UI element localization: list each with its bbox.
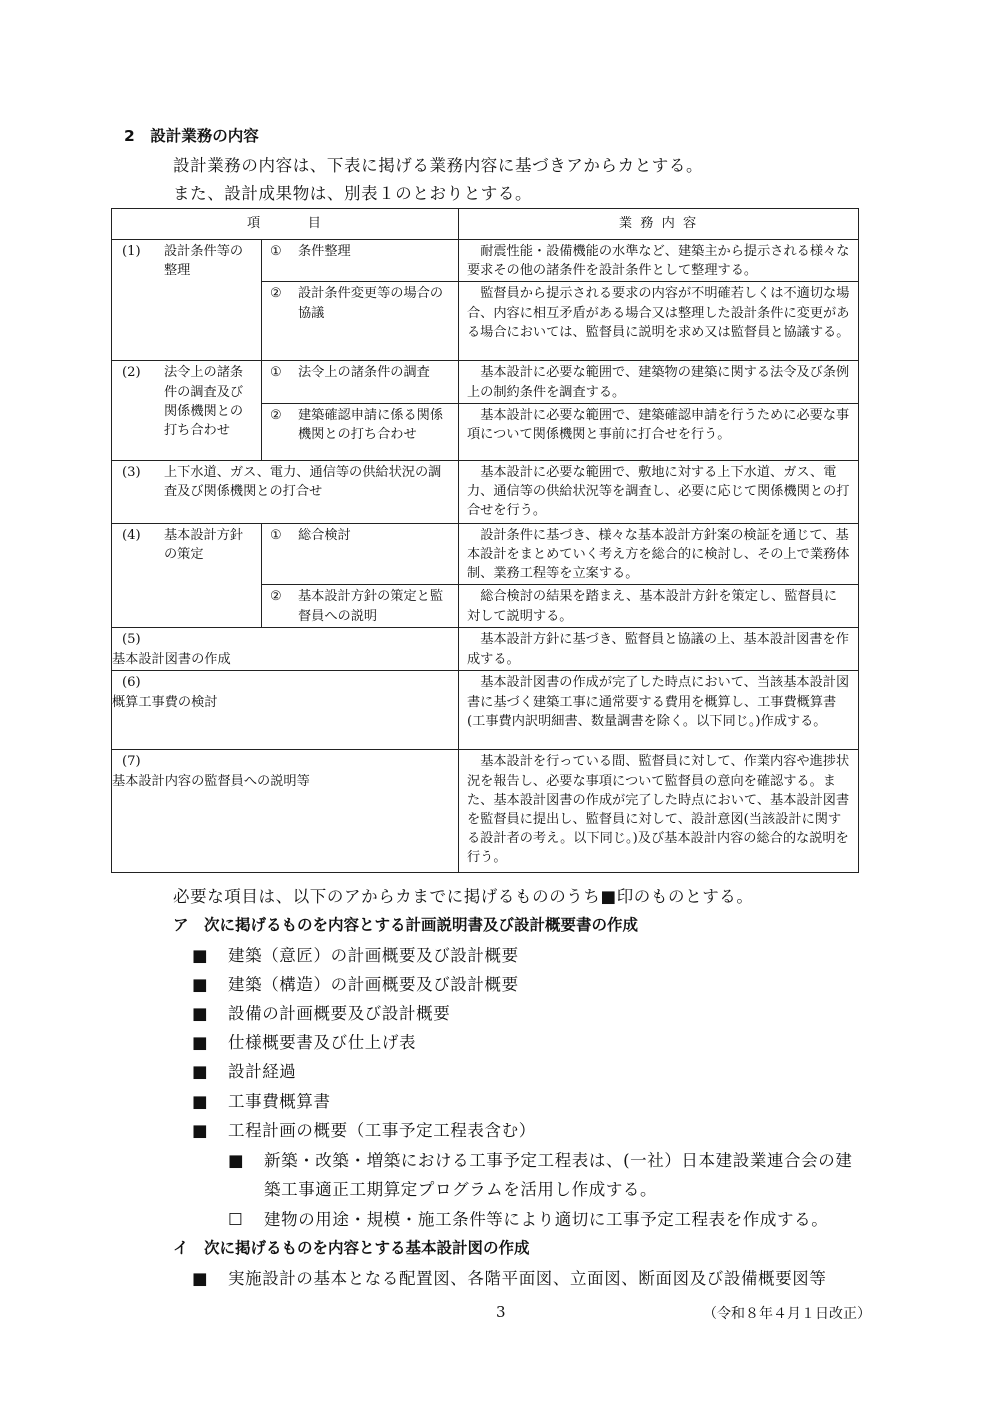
row-description: 基本設計を行っている間、監督員に対して、作業内容や進捗状況を報告し、必要な事項について監督員の意向を確認する。また、基本設計図書の作成が完了した時点において、基本設計図書を監督員に提出し、監督員に対して、設計意図(当該設計に関する設計者の考え。以下同じ。)及び基本設計内容の総合的な説明を行う。 xyxy=(467,754,850,866)
sub-number: ① xyxy=(270,244,282,259)
row-label: 法令上の諸条件の調査及び関係機関との打ち合わせ xyxy=(164,365,244,439)
sub-number: ② xyxy=(270,286,282,302)
row-description: 基本設計に必要な範囲で、敷地に対する上下水道、ガス、電力、通信等の供給状況等を調査し、必要に応じて関係機関との打合せを行う。 xyxy=(467,464,850,519)
row-label: 基本設計内容の監督員への説明等 xyxy=(112,773,310,789)
sub-label: 建築確認申請に係る関係機関との打ち合わせ xyxy=(298,407,444,443)
list-item: ■ 設計経過 xyxy=(192,1062,297,1081)
header-item: 項 目 xyxy=(112,209,459,240)
row-number: (5) xyxy=(122,632,141,648)
table-row xyxy=(112,628,859,671)
sub-label: 条件整理 xyxy=(298,244,351,259)
list-item: ■ 工程計画の概要（工事予定工程表含む） xyxy=(192,1121,536,1140)
row-number: (4) xyxy=(122,527,141,543)
list-item: ■ 仕様概要書及び仕上げ表 xyxy=(192,1033,417,1052)
row-label: 設計条件等の整理 xyxy=(164,244,244,279)
checked-box-icon: ■ xyxy=(192,1062,209,1081)
checked-box-icon: ■ xyxy=(192,1092,209,1111)
table-row xyxy=(112,361,859,403)
sub-label: 基本設計方針の策定と監督員への説明 xyxy=(298,589,444,624)
checked-box-icon: ■ xyxy=(192,1269,209,1288)
table-header-row xyxy=(112,209,859,240)
section-heading: 2 設計業務の内容 xyxy=(124,127,259,145)
row-description: 耐震性能・設備機能の水準など、建築主から提示される様々な要求その他の諸条件を設計条件として整理する。 xyxy=(467,244,850,279)
sub-list-item-continued: 築工事適正工期算定プログラムを活用し作成する。 xyxy=(264,1180,658,1199)
table-row xyxy=(112,750,859,873)
row-description: 基本設計図書の作成が完了した時点において、当該基本設計図書に基づく建築工事に通常要する費用を概算し、工事費概算書(工事費内訳明細書、数量調書を除く。以下同じ。)作成する。 xyxy=(467,675,850,729)
table-row xyxy=(112,460,859,523)
sub-number: ② xyxy=(270,589,282,605)
sub-number: ① xyxy=(270,527,282,543)
sub-list-item: ☐ 建物の用途・規模・施工条件等により適切に工事予定工程表を作成する。 xyxy=(228,1210,829,1229)
row-label: 基本設計方針の策定 xyxy=(164,527,244,563)
checked-box-icon: ■ xyxy=(192,1004,209,1023)
row-number: (3) xyxy=(122,464,141,480)
row-description: 設計条件に基づき、様々な基本設計方針案の検証を通じて、基本設計をまとめていく考え方を総合的に検討し、その上で業務体制、業務工程等を立案する。 xyxy=(467,527,850,582)
row-number: (7) xyxy=(122,754,141,770)
item-i-title: イ 次に掲げるものを内容とする基本設計図の作成 xyxy=(173,1239,530,1257)
page-number: 3 xyxy=(496,1303,506,1321)
sub-list-item: ■ 新築・改築・増築における工事予定工程表は、(一社）日本建設業連合会の建 xyxy=(228,1151,853,1170)
checked-box-icon: ■ xyxy=(192,946,209,965)
item-a-title: ア 次に掲げるものを内容とする計画説明書及び設計概要書の作成 xyxy=(173,916,639,934)
row-description: 基本設計に必要な範囲で、建築確認申請を行うために必要な事項について関係機関と事前に打合せを行う。 xyxy=(467,407,850,443)
row-label: 上下水道、ガス、電力、通信等の供給状況の調査及び関係機関との打合せ xyxy=(164,464,442,500)
intro-line-1: 設計業務の内容は、下表に掲げる業務内容に基づきアからカとする。 xyxy=(173,156,704,175)
list-item: ■ 建築（意匠）の計画概要及び設計概要 xyxy=(192,946,519,965)
row-description: 基本設計方針に基づき、監督員と協議の上、基本設計図書を作成する。 xyxy=(467,632,849,667)
list-item: ■ 実施設計の基本となる配置図、各階平面図、立面図、断面図及び設備概要図等 xyxy=(192,1269,827,1288)
table-row xyxy=(112,523,859,585)
row-label: 概算工事費の検討 xyxy=(112,694,218,710)
sub-label: 総合検討 xyxy=(298,527,351,543)
row-label: 基本設計図書の作成 xyxy=(112,651,231,667)
work-content-table xyxy=(111,208,859,873)
sub-label: 法令上の諸条件の調査 xyxy=(298,365,430,381)
unchecked-box-icon: ☐ xyxy=(228,1210,244,1229)
intro-line-2: また、設計成果物は、別表１のとおりとする。 xyxy=(173,184,533,203)
sub-number: ② xyxy=(270,407,282,423)
row-number: (1) xyxy=(122,244,141,259)
list-item: ■ 工事費概算書 xyxy=(192,1092,331,1111)
checked-box-icon: ■ xyxy=(192,975,209,994)
sub-label: 設計条件変更等の場合の協議 xyxy=(298,286,444,321)
checked-box-icon: ■ xyxy=(192,1033,209,1052)
checked-box-icon: ■ xyxy=(192,1121,209,1140)
header-content: 業 務 内 容 xyxy=(459,209,859,240)
table-row xyxy=(112,671,859,750)
list-item: ■ 設備の計画概要及び設計概要 xyxy=(192,1004,451,1023)
checked-box-icon: ■ xyxy=(228,1151,245,1170)
row-description: 総合検討の結果を踏まえ、基本設計方針を策定し、監督員に対して説明する。 xyxy=(467,589,838,624)
list-item: ■ 建築（構造）の計画概要及び設計概要 xyxy=(192,975,519,994)
row-description: 監督員から提示される要求の内容が不明確若しくは不適切な場合、内容に相互矛盾がある場合又は整理した設計条件に変更がある場合においては、監督員に説明を求め又は監督員と協議する。 xyxy=(467,286,850,340)
note-line: 必要な項目は、以下のアからカまでに掲げるもののうち■印のものとする。 xyxy=(173,887,754,906)
row-description: 基本設計に必要な範囲で、建築物の建築に関する法令及び条例上の制約条件を調査する。 xyxy=(467,365,850,400)
row-number: (6) xyxy=(122,675,141,691)
table-row xyxy=(112,240,859,282)
revision-note: （令和８年４月１日改正） xyxy=(703,1306,871,1322)
sub-number: ① xyxy=(270,365,282,381)
row-number: (2) xyxy=(122,365,141,381)
